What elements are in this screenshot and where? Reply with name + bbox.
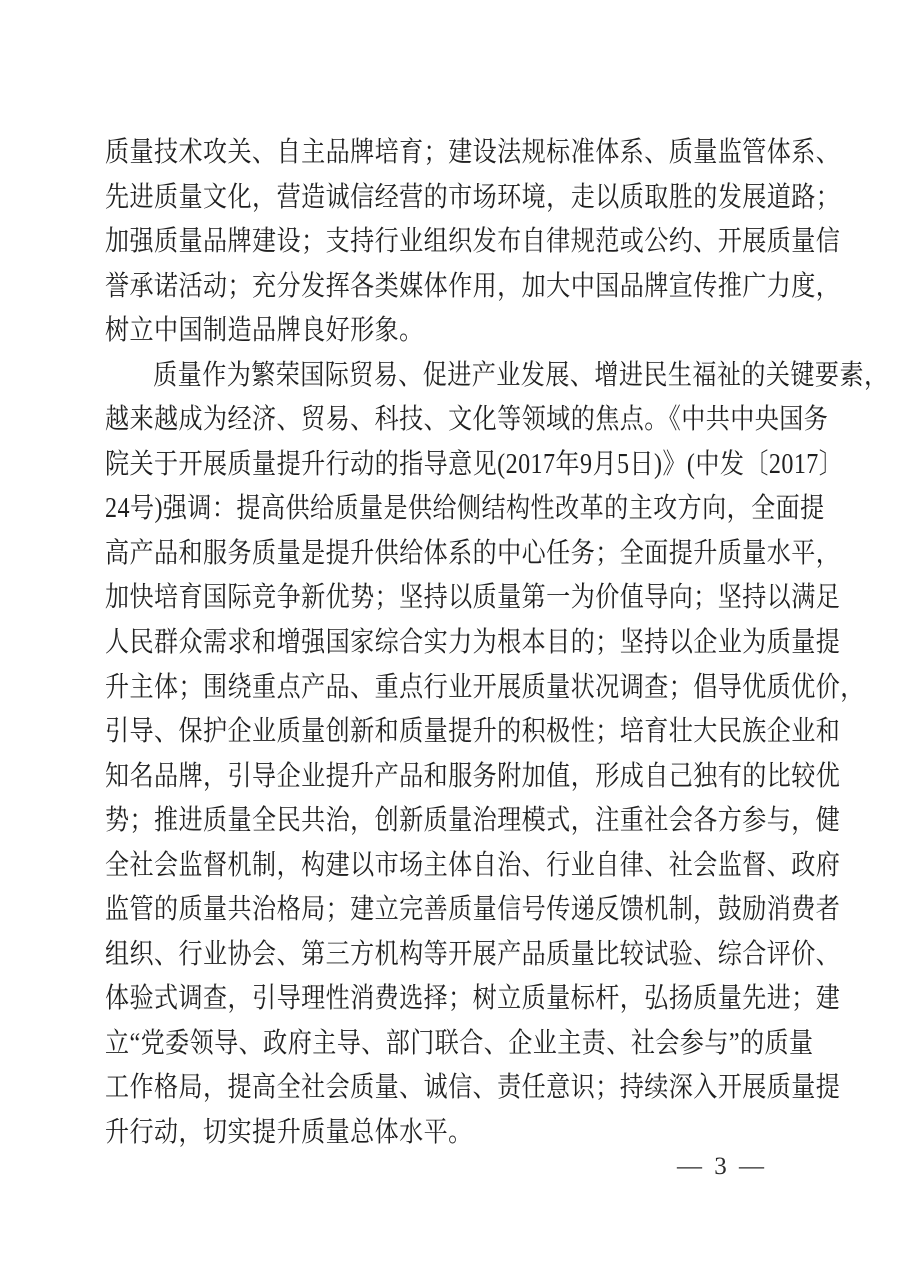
text-line: 引导、保护企业质量创新和质量提升的积极性；培育壮大民族企业和 bbox=[105, 716, 841, 748]
text-line: 立“党委领导、政府主导、部门联合、企业主责、社会参与”的质量 bbox=[105, 1027, 814, 1059]
text-line: 24号)强调：提高供给质量是供给侧结构性改革的主攻方向，全面提 bbox=[105, 493, 825, 525]
text-line: 加快培育国际竞争新优势；坚持以质量第一为价值导向；坚持以满足 bbox=[105, 582, 841, 614]
text-line: 先进质量文化，营造诚信经营的市场环境，走以质取胜的发展道路； bbox=[105, 181, 841, 213]
document-body bbox=[105, 131, 889, 1156]
text-line: 人民群众需求和增强国家综合实力为根本目的；坚持以企业为质量提 bbox=[105, 627, 841, 659]
text-line: 知名品牌，引导企业提升产品和服务附加值，形成自己独有的比较优 bbox=[105, 760, 841, 792]
text-line: 树立中国制造品牌良好形象。 bbox=[105, 315, 424, 347]
text-line: 升主体；围绕重点产品、重点行业开展质量状况调查；倡导优质优价， bbox=[105, 671, 865, 703]
text-line: 质量作为繁荣国际贸易、促进产业发展、增进民生福祉的关键要素， bbox=[153, 359, 889, 391]
text-line: 高产品和服务质量是提升供给体系的中心任务；全面提升质量水平， bbox=[105, 537, 841, 569]
paragraph bbox=[105, 131, 845, 354]
text-line: 升行动，切实提升质量总体水平。 bbox=[105, 1117, 473, 1149]
text-line: 工作格局，提高全社会质量、诚信、责任意识；持续深入开展质量提 bbox=[105, 1072, 841, 1104]
text-line: 质量技术攻关、自主品牌培育；建设法规标准体系、质量监管体系、 bbox=[105, 137, 841, 168]
text-line: 誉承诺活动；充分发挥各类媒体作用，加大中国品牌宣传推广力度， bbox=[105, 270, 841, 302]
text-line: 加强质量品牌建设；支持行业组织发布自律规范或公约、开展质量信 bbox=[105, 226, 841, 258]
text-line: 院关于开展质量提升行动的指导意见(2017年9月5日)》(中发〔2017〕 bbox=[105, 448, 844, 480]
page-number: — 3 — bbox=[677, 1153, 767, 1180]
text-line: 势；推进质量全民共治，创新质量治理模式，注重社会各方参与，健 bbox=[105, 805, 841, 837]
text-line: 越来越成为经济、贸易、科技、文化等领域的焦点。《中共中央国务 bbox=[105, 404, 829, 436]
text-line: 组织、行业协会、第三方机构等开展产品质量比较试验、综合评价、 bbox=[105, 938, 841, 970]
paragraph bbox=[105, 354, 889, 1156]
text-line: 全社会监督机制，构建以市场主体自治、行业自律、社会监督、政府 bbox=[105, 849, 841, 881]
text-line: 监管的质量共治格局；建立完善质量信号传递反馈机制，鼓励消费者 bbox=[105, 894, 841, 926]
text-line: 体验式调查，引导理性消费选择；树立质量标杆，弘扬质量先进；建 bbox=[105, 983, 841, 1015]
